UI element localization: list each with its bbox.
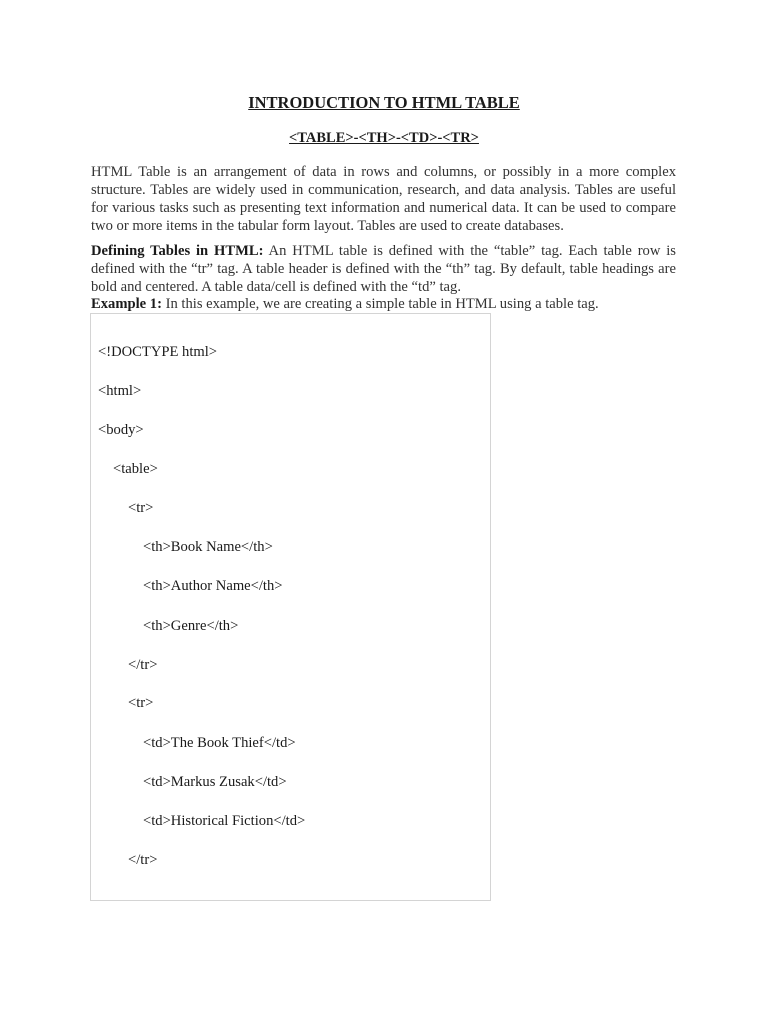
example-paragraph: [91, 295, 676, 313]
defining-tables-paragraph: [91, 242, 676, 296]
code-line: <tr>: [128, 500, 154, 516]
page-subtitle: <TABLE>-<TH>-<TD>-<TR>: [289, 130, 479, 146]
code-line: <td>Markus Zusak</td>: [143, 774, 287, 790]
code-example-box: [90, 313, 491, 901]
code-line: <th>Book Name</th>: [143, 539, 273, 555]
code-line: <body>: [98, 422, 144, 438]
code-line: </tr>: [128, 657, 158, 673]
code-line: <tr>: [128, 695, 154, 711]
code-line: </tr>: [128, 852, 158, 868]
code-line: <th>Genre</th>: [143, 618, 239, 634]
code-line: <td>Historical Fiction</td>: [143, 813, 306, 829]
defining-tables-label: Defining Tables in HTML:: [91, 243, 264, 259]
code-line: <table>: [113, 461, 158, 477]
code-line: <!DOCTYPE html>: [98, 344, 218, 360]
example-text: In this example, we are creating a simple table in HTML using a table tag.: [161, 296, 599, 312]
example-label: Example 1:: [91, 296, 162, 312]
code-line: <html>: [98, 383, 142, 399]
defining-tables-text: An HTML table is defined with the “table” tag. Each table row is defined with the “tr” tag. A table header is defined with the “th” tag. By default, table headings are bold and centered. A table data/cell is defined with the “td” tag.: [91, 243, 676, 295]
code-line: <td>The Book Thief</td>: [143, 735, 296, 751]
code-line: <th>Author Name</th>: [143, 578, 283, 594]
page-title: INTRODUCTION TO HTML TABLE: [248, 93, 520, 112]
intro-paragraph: HTML Table is an arrangement of data in rows and columns, or possibly in a more complex structure. Tables are widely used in communication, research, and data analysis. Tables are useful for various tasks such as presenting text information and numerical data. It can be used to compare two or more items in the tabular form layout. Tables are used to create databases.: [91, 164, 676, 234]
